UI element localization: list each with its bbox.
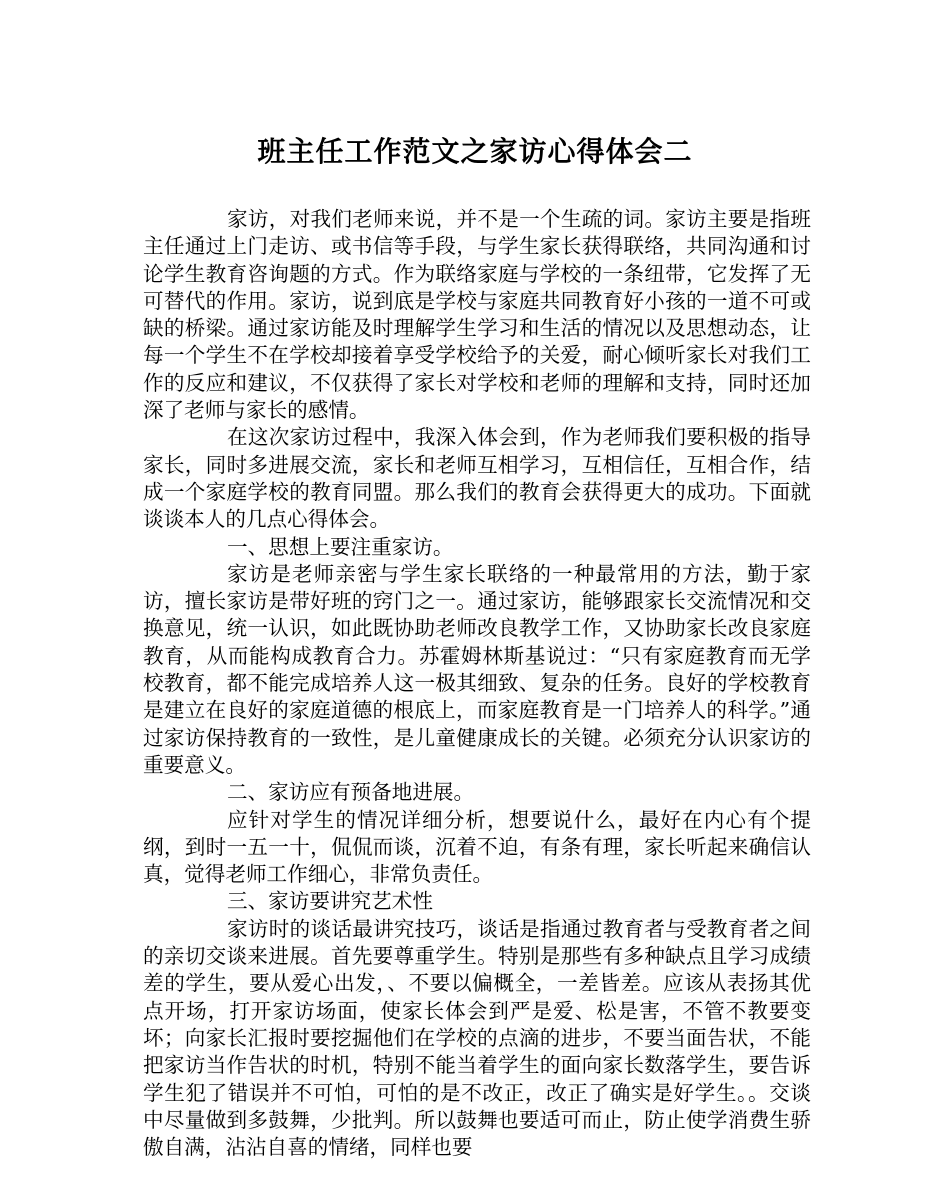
paragraph-intro: 家访，对我们老师来说，并不是一个生疏的词。家访主要是指班主任通过上门走访、或书信等手段，与学生家长获得联络，共同沟通和讨论学生教育咨询题的方式。作为联络家庭与学校的一条纽带，它发挥了无可替代的作用。家访，说到底是学校与家庭共同教育好小孩的一道不可或缺的桥梁。通过家访能及时理解学生学习和生活的情况以及思想动态，让每一个学生不在学校却接着享受学校给予的关爱，耐心倾听家长对我们工作的反应和建议，不仅获得了家长对学校和老师的理解和支持，同时还加深了老师与家长的感情。 <box>143 207 811 423</box>
paragraph-section-3: 家访时的谈话最讲究技巧，谈话是指通过教育者与受教育者之间的亲切交谈来进展。首先要尊重学生。特别是那些有多种缺点且学习成绩差的学生，要从爱心出发，、不要以偏概全，一差皆差。应该从表扬其优点开场，打开家访场面，使家长体会到严是爱、松是害，不管不教要变坏；向家长汇报时要挖掘他们在学校的点滴的进步，不要当面告状，不能把家访当作告状的时机，特别不能当着学生的面向家长数落学生，要告诉学生犯了错误并不可怕，可怕的是不改正，改正了确实是好学生。。交谈中尽量做到多鼓舞，少批判。所以鼓舞也要适可而止，防止使学消费生骄傲自满，沾沾自喜的情绪，同样也要 <box>143 916 811 1160</box>
section-heading-1: 一、思想上要注重家访。 <box>227 534 454 559</box>
document-body <box>143 206 811 1161</box>
paragraph-experience: 在这次家访过程中，我深入体会到，作为老师我们要积极的指导家长，同时多进展交流，家长和老师互相学习，互相信任，互相合作，结成一个家庭学校的教育同盟。那么我们的教育会获得更大的成功。下面就谈谈本人的几点心得体会。 <box>143 425 811 532</box>
section-heading-2: 二、家访应有预备地进展。 <box>227 780 475 805</box>
section-heading-3: 三、家访要讲究艺术性 <box>227 889 433 914</box>
paragraph-section-2: 应针对学生的情况详细分析，想要说什么，最好在内心有个提纲，到时一五一十，侃侃而谈，沉着不迫，有条有理，家长听起来确信认真，觉得老师工作细心，非常负责任。 <box>143 807 811 887</box>
paragraph-section-1: 家访是老师亲密与学生家长联络的一种最常用的方法，勤于家访，擅长家访是带好班的窍门之一。通过家访，能够跟家长交流情况和交换意见，统一认识，如此既协助老师改良教学工作，又协助家长改良家庭教育，从而能构成教育合力。苏霍姆林斯基说过：“只有家庭教育而无学校教育，都不能完成培养人这一极其细致、复杂的任务。良好的学校教育是建立在良好的家庭道德的根底上，而家庭教育是一门培养人的科学。”通过家访保持教育的一致性，是儿童健康成长的关键。必须充分认识家访的重要意义。 <box>143 561 811 777</box>
document-title: 班主任工作范文之家访心得体会二 <box>257 135 693 168</box>
